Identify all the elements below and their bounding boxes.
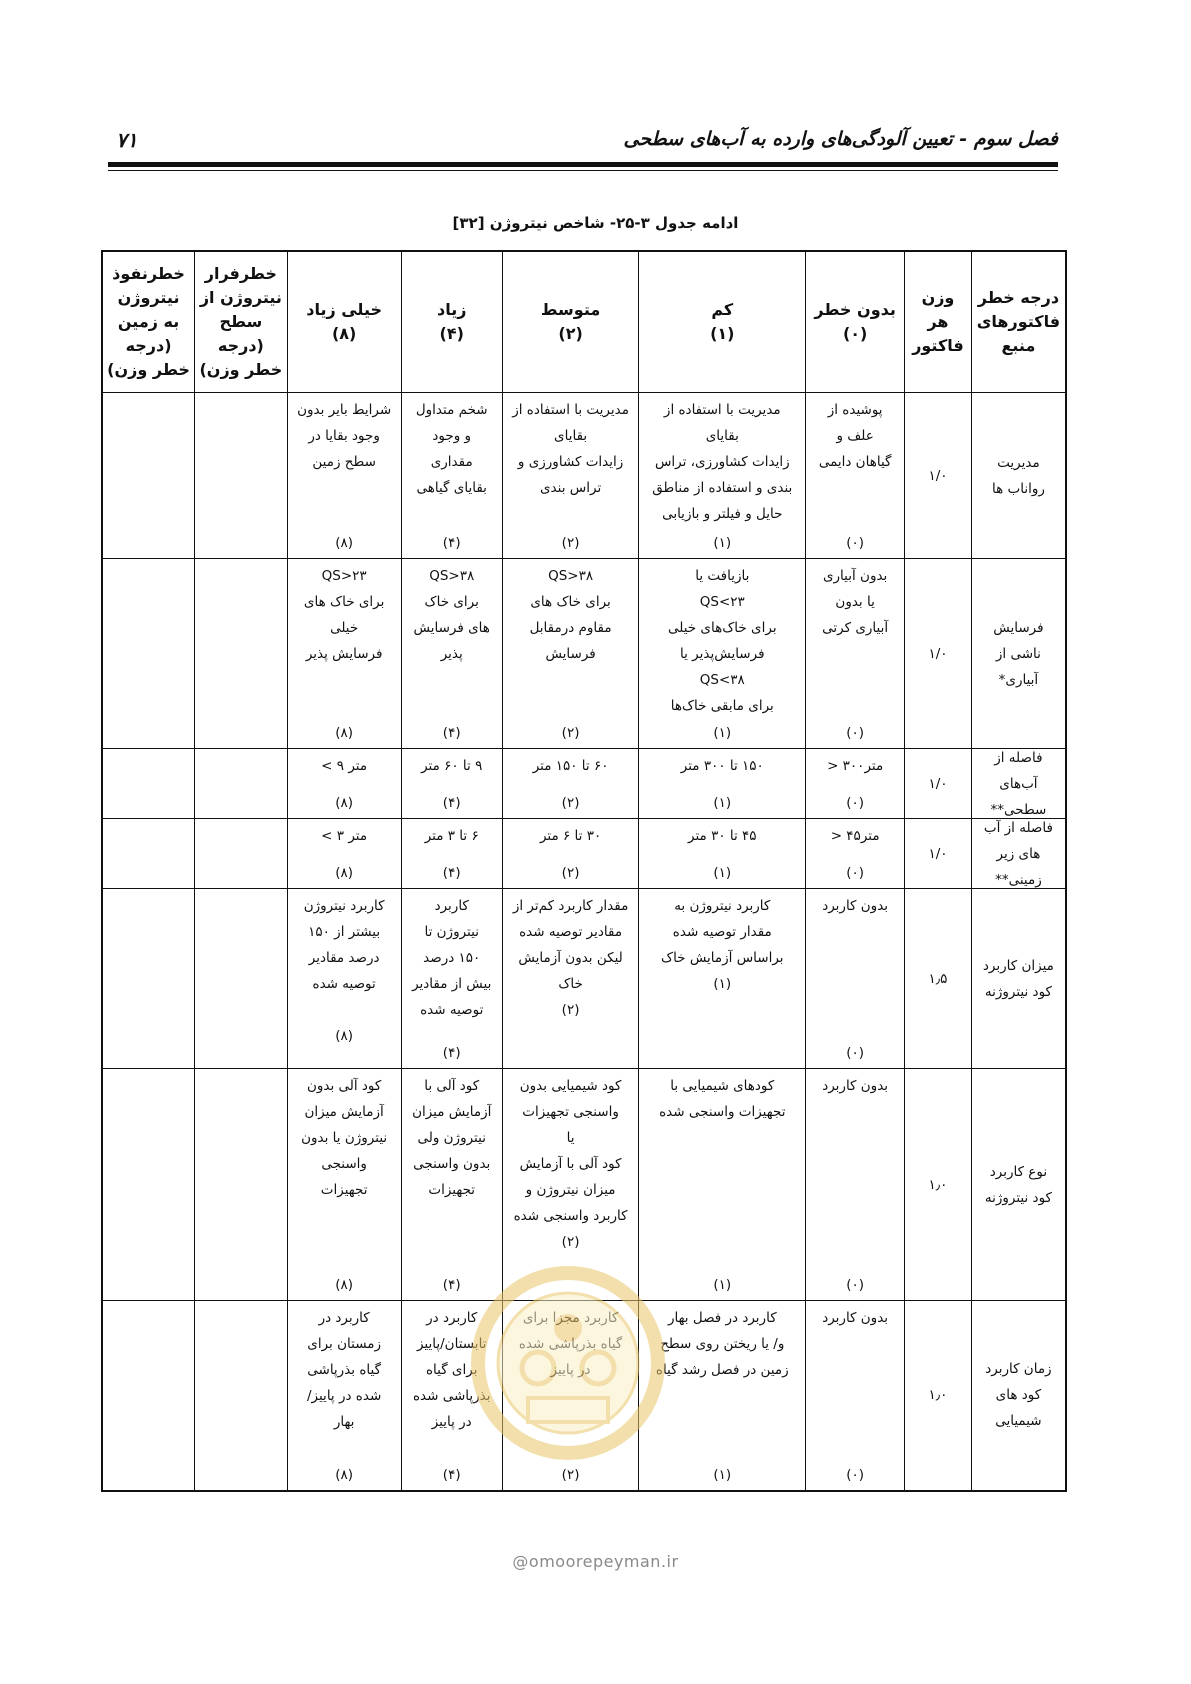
empty-weight-cell <box>195 393 288 559</box>
table-row <box>102 559 1066 749</box>
risk-score: (۰) <box>846 1466 865 1483</box>
risk-cell <box>806 559 905 749</box>
risk-cell <box>502 889 639 1069</box>
column-header: درجه خطر فاکتورهای منبع <box>971 251 1066 393</box>
risk-cell <box>502 749 639 819</box>
risk-description: متر ۹ > <box>321 758 368 774</box>
risk-description: ۹ تا ۶۰ متر <box>421 758 483 774</box>
factor-label: میزان کاربرد کود نیتروژنه <box>982 957 1054 1000</box>
weight-value: ۱/۰ <box>928 845 948 862</box>
risk-cell <box>806 889 905 1069</box>
factor-label: زمان کاربرد کود های شیمیایی <box>985 1361 1052 1430</box>
risk-description: ۱۵۰ تا ۳۰۰ متر <box>680 758 764 774</box>
risk-description: بدون کاربرد <box>822 1310 889 1326</box>
weight-cell <box>905 819 972 889</box>
risk-score: (۸) <box>335 535 354 551</box>
risk-score: (۲) <box>561 535 580 551</box>
empty-weight-cell <box>195 819 288 889</box>
factor-label: فاصله از آب های زیر زمینی** <box>983 819 1053 888</box>
empty-weight-cell <box>102 749 195 819</box>
risk-description: ۶ تا ۳ متر <box>424 828 479 844</box>
column-header: متوسط (۲) <box>502 251 639 393</box>
risk-score: (۱) <box>713 535 732 551</box>
weight-value: ۱٫۰ <box>928 1176 948 1193</box>
factor-cell <box>971 819 1066 889</box>
risk-description: کاربرد نیتروژن به مقدار توصیه شده براساس آزمایش خاک (۱) <box>660 898 784 992</box>
risk-description: کود شیمیایی بدون واسنجی تجهیزات یا کود آلی با آزمایش میزان نیتروژن و کاربرد واسنجی شده (۲) <box>513 1078 628 1250</box>
header-rule-thin <box>108 170 1058 171</box>
risk-description: شخم متداول و وجود مقداری بقایای گیاهی <box>415 402 488 496</box>
column-header: خیلی زیاد (۸) <box>287 251 401 393</box>
risk-score: (۲) <box>561 865 580 881</box>
risk-score: (۰) <box>846 1045 865 1061</box>
risk-score: (۸) <box>335 795 354 811</box>
risk-description: بازیافت یا QS<۲۳ برای خاک‌های خیلی فرسایش‌پذیر یا QS<۳۸ برای مابقی خاک‌ها <box>667 568 777 714</box>
risk-score: (۱) <box>713 795 732 811</box>
risk-cell <box>287 559 401 749</box>
risk-cell <box>502 819 639 889</box>
risk-score: (۰) <box>846 1277 865 1293</box>
risk-score: (۴) <box>442 535 461 551</box>
risk-cell <box>806 819 905 889</box>
risk-score: (۸) <box>335 1277 354 1293</box>
risk-cell <box>287 749 401 819</box>
table-row <box>102 889 1066 1069</box>
weight-cell <box>905 1301 972 1491</box>
risk-cell <box>806 749 905 819</box>
table-row <box>102 749 1066 819</box>
risk-score: (۰) <box>846 535 865 551</box>
risk-description: ۳۰ تا ۶ متر <box>539 828 602 844</box>
risk-score: (۰) <box>846 795 865 811</box>
risk-description: کودهای شیمیایی با تجهیزات واسنجی شده <box>659 1078 786 1120</box>
header-rule-thick <box>108 162 1058 167</box>
empty-weight-cell <box>102 559 195 749</box>
factor-cell <box>971 1301 1066 1491</box>
weight-cell <box>905 1069 972 1301</box>
risk-description: متر۴۵ < <box>830 828 880 844</box>
weight-value: ۱٫۰ <box>928 1387 948 1404</box>
risk-score: (۸) <box>335 725 354 741</box>
risk-cell <box>401 559 502 749</box>
table-caption: ادامه جدول ۳-۲۵- شاخص نیتروژن [۳۲] <box>452 214 739 232</box>
factor-label: فرسایش ناشی از آبیاری* <box>993 619 1044 688</box>
empty-weight-cell <box>102 889 195 1069</box>
risk-score: (۴) <box>442 795 461 811</box>
page-number: ۷۱ <box>116 128 138 152</box>
table-row <box>102 819 1066 889</box>
risk-description: بدون کاربرد <box>822 1078 889 1094</box>
risk-cell <box>639 559 806 749</box>
risk-cell <box>806 1069 905 1301</box>
risk-score: (۴) <box>442 1277 461 1293</box>
risk-score: (۱) <box>713 725 732 741</box>
weight-value: ۱٫۵ <box>928 970 948 987</box>
watermark-url: @omoorepeyman.ir <box>512 1552 679 1571</box>
risk-score: (۰) <box>846 865 865 881</box>
factor-label: فاصله از آب‌های سطحی** <box>990 749 1047 818</box>
risk-score: (۰) <box>846 725 865 741</box>
risk-score: (۴) <box>442 725 461 741</box>
risk-cell <box>401 819 502 889</box>
factor-label: نوع کاربرد کود نیتروژنه <box>984 1163 1052 1206</box>
risk-score: (۱) <box>713 1466 732 1483</box>
risk-score: (۱) <box>713 865 732 881</box>
risk-description: QS>۳۸ برای خاک های فرسایش پذیر <box>413 568 490 662</box>
factor-cell <box>971 559 1066 749</box>
risk-cell <box>639 749 806 819</box>
risk-score: (۲) <box>561 725 580 741</box>
risk-score: (۱) <box>713 1277 732 1293</box>
weight-cell <box>905 749 972 819</box>
risk-cell <box>502 559 639 749</box>
risk-description: QS>۲۳ برای خاک های خیلی فرسایش پذیر <box>303 568 385 662</box>
factor-label: مدیریت رواناب ها <box>991 454 1045 497</box>
risk-cell <box>639 819 806 889</box>
risk-description: کاربرد در تابستان/پاییز برای گیاه بذرپاشی شده در پاییز <box>412 1310 491 1430</box>
risk-cell <box>806 1301 905 1491</box>
column-header: کم (۱) <box>639 251 806 393</box>
empty-weight-cell <box>102 1301 195 1491</box>
risk-description: کاربرد در فصل بهار و/ یا ریختن روی سطح زمین در فصل رشد گیاه <box>655 1310 789 1378</box>
factor-cell <box>971 889 1066 1069</box>
risk-cell <box>287 819 401 889</box>
risk-description: مدیریت با استفاده از بقایای زایدات کشاورزی و تراس بندی <box>512 402 629 496</box>
empty-weight-cell <box>195 749 288 819</box>
risk-cell <box>639 889 806 1069</box>
weight-value: ۱/۰ <box>928 645 948 662</box>
risk-score: (۲) <box>561 795 580 811</box>
risk-cell <box>502 393 639 559</box>
risk-score: (۴) <box>442 1045 461 1061</box>
column-header: وزن هر فاکتور <box>905 251 972 393</box>
empty-weight-cell <box>195 559 288 749</box>
risk-score: (۲) <box>561 1466 580 1483</box>
risk-description: بدون آبیاری یا بدون آبیاری کرتی <box>822 568 889 636</box>
risk-description: QS>۳۸ برای خاک های مقاوم درمقابل فرسایش <box>529 568 612 662</box>
risk-description: ۴۵ تا ۳۰ متر <box>688 828 757 844</box>
risk-description: ۶۰ تا ۱۵۰ متر <box>532 758 609 774</box>
chapter-title: فصل سوم - تعیین آلودگی‌های وارده به آب‌های سطحی <box>623 128 1058 150</box>
header-row <box>102 251 1066 393</box>
empty-weight-cell <box>195 1301 288 1491</box>
risk-cell <box>287 393 401 559</box>
column-header: زیاد (۴) <box>401 251 502 393</box>
factor-cell <box>971 749 1066 819</box>
watermark-seal <box>468 1258 668 1468</box>
risk-description: مدیریت با استفاده از بقایای زایدات کشاورزی، تراس بندی و استفاده از مناطق حایل و فیلتر و بازیابی <box>652 402 793 522</box>
empty-weight-cell <box>195 889 288 1069</box>
risk-description: کاربرد نیتروژن تا ۱۵۰ درصد بیش از مقادیر توصیه شده <box>412 898 492 1018</box>
risk-description: شرایط بایر بدون وجود بقایا در سطح زمین <box>297 402 392 470</box>
risk-score: (۸) <box>335 865 354 881</box>
weight-value: ۱/۰ <box>928 467 948 484</box>
empty-weight-cell <box>102 1069 195 1301</box>
risk-description: کاربرد در زمستان برای گیاه بذرپاشی شده در پاییز/ بهار <box>306 1310 382 1430</box>
risk-description: مقدار کاربرد کم‌تر از مقادیر توصیه شده لیکن بدون آزمایش خاک (۲) <box>512 898 629 1018</box>
column-header: بدون خطر (۰) <box>806 251 905 393</box>
risk-cell <box>287 889 401 1069</box>
empty-weight-cell <box>102 393 195 559</box>
risk-score: (۸) <box>335 1466 354 1483</box>
risk-description: بدون کاربرد <box>822 898 889 914</box>
table-row <box>102 393 1066 559</box>
empty-weight-cell <box>102 819 195 889</box>
risk-description: پوشیده از علف و گیاهان دایمی <box>818 402 892 470</box>
risk-description: متر ۳ > <box>321 828 368 844</box>
risk-description: کاربرد نیتروژن بیشتر از ۱۵۰ درصد مقادیر توصیه شده (۸) <box>303 898 385 1044</box>
weight-value: ۱/۰ <box>928 775 948 792</box>
risk-cell <box>639 393 806 559</box>
risk-cell <box>806 393 905 559</box>
risk-cell <box>287 1301 401 1491</box>
page-header <box>108 128 1058 158</box>
factor-cell <box>971 393 1066 559</box>
risk-cell <box>401 393 502 559</box>
empty-weight-cell <box>195 1069 288 1301</box>
risk-cell <box>287 1069 401 1301</box>
risk-description: کود آلی با آزمایش میزان نیتروژن ولی بدون واسنجی تجهیزات <box>412 1078 492 1198</box>
factor-cell <box>971 1069 1066 1301</box>
risk-cell <box>401 889 502 1069</box>
weight-cell <box>905 559 972 749</box>
column-header: خطرفرار نیتروژن از سطح (درجه خطر وزن) <box>195 251 288 393</box>
risk-cell <box>401 749 502 819</box>
column-header: خطرنفوذ نیتروژن به زمین (درجه خطر وزن) <box>102 251 195 393</box>
weight-cell <box>905 889 972 1069</box>
risk-description: کود آلی بدون آزمایش میزان نیتروژن یا بدون واسنجی تجهیزات <box>301 1078 388 1198</box>
risk-description: متر۳۰۰ < <box>827 758 884 774</box>
risk-score: (۴) <box>442 1466 461 1483</box>
weight-cell <box>905 393 972 559</box>
risk-score: (۴) <box>442 865 461 881</box>
